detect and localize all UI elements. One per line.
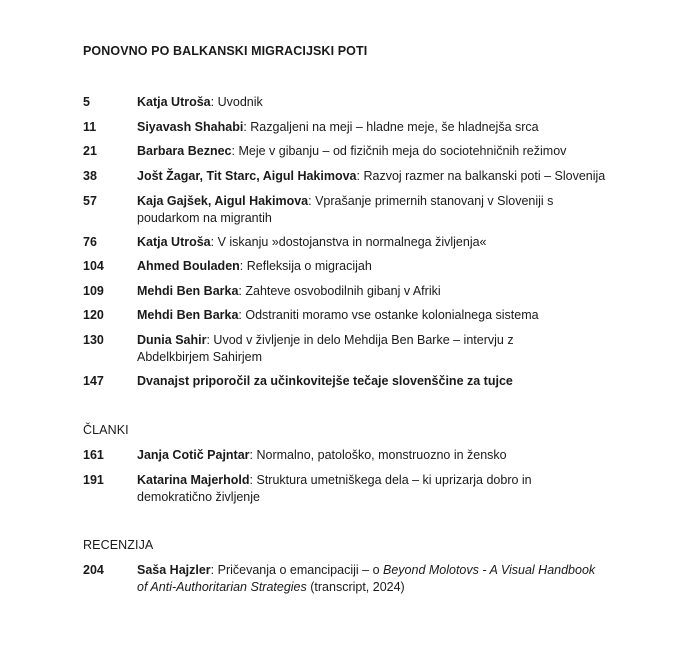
entry-title: Razgaljeni na meji – hladne meje, še hladnejša srca (250, 120, 539, 134)
page-number: 204 (83, 563, 104, 577)
entry-author: Saša Hajzler (137, 563, 211, 577)
entry-text: Jošt Žagar, Tit Starc, Aigul Hakimova: Razvoj razmer na balkanski poti – Slovenija (137, 169, 606, 183)
entry-text: Barbara Beznec: Meje v gibanju – od fizičnih meja do sociotehničnih režimov (137, 144, 567, 158)
entry-author: Katja Utroša (137, 235, 211, 249)
section-title-review: RECENZIJA (83, 538, 154, 552)
page-number: 38 (83, 169, 97, 183)
entry-title: Dvanajst priporočil za učinkovitejše tečaje slovenščine za tujce (137, 374, 513, 388)
entry-title-prefix: Pričevanja o emancipaciji – o (217, 563, 383, 577)
entry-author: Kaja Gajšek, Aigul Hakimova (137, 194, 309, 208)
entry-author: Mehdi Ben Barka (137, 308, 239, 322)
entry-title: Struktura umetniškega dela – ki uprizarja dobro in demokratično življenje (137, 473, 532, 504)
entry-title: Odstraniti moramo vse ostanke kolonialnega sistema (245, 308, 539, 322)
entry-title: Normalno, patološko, monstruozno in žensko (256, 448, 507, 462)
entry-text: Siyavash Shahabi: Razgaljeni na meji – hladne meje, še hladnejša srca (137, 120, 539, 134)
entry-title: Zahteve osvobodilnih gibanj v Afriki (245, 284, 441, 298)
section-title-main: PONOVNO PO BALKANSKI MIGRACIJSKI POTI (83, 44, 368, 58)
page-number: 57 (83, 194, 97, 208)
entry-text: Katja Utroša: Uvodnik (137, 95, 263, 109)
entry-title: V iskanju »dostojanstva in normalnega življenja« (217, 235, 487, 249)
entry-text: Katja Utroša: V iskanju »dostojanstva in normalnega življenja« (137, 235, 487, 249)
entry-title: Uvodnik (217, 95, 263, 109)
entry-author: Ahmed Bouladen (137, 259, 240, 273)
entry-author: Katja Utroša (137, 95, 211, 109)
entry-text: Katarina Majerhold: Struktura umetniškega dela – ki uprizarja dobro in demokratično življenje (137, 473, 532, 504)
entry-text: Ahmed Bouladen: Refleksija o migracijah (137, 259, 372, 273)
section-title-articles: ČLANKI (83, 423, 129, 437)
entry-title: Razvoj razmer na balkanski poti – Slovenija (363, 169, 606, 183)
entry-title: Meje v gibanju – od fizičnih meja do sociotehničnih režimov (238, 144, 567, 158)
page-number: 21 (83, 144, 97, 158)
entry-title-suffix: (transcript, 2024) (306, 580, 405, 594)
entry-text: Janja Cotič Pajntar: Normalno, patološko, monstruozno in žensko (137, 448, 507, 462)
entry-title-italic: Beyond Molotovs - A Visual Handbook of Anti-Authoritarian Strategies (137, 563, 596, 594)
entry-text: Kaja Gajšek, Aigul Hakimova: Vprašanje primernih stanovanj v Sloveniji s poudarkom na migrantih (137, 194, 554, 225)
page-number: 120 (83, 308, 104, 322)
entry-title: Refleksija o migracijah (246, 259, 372, 273)
page-number: 130 (83, 333, 104, 347)
page-number: 11 (83, 120, 97, 134)
entry-text: Mehdi Ben Barka: Odstraniti moramo vse ostanke kolonialnega sistema (137, 308, 539, 322)
entry-text: Dunia Sahir: Uvod v življenje in delo Mehdija Ben Barke – intervju z Abdelkbirjem Sahirjem (137, 333, 514, 364)
page-number: 147 (83, 374, 104, 388)
entry-author: Katarina Majerhold (137, 473, 250, 487)
entry-text: Mehdi Ben Barka: Zahteve osvobodilnih gibanj v Afriki (137, 284, 441, 298)
page-number: 161 (83, 448, 104, 462)
entry-title: Vprašanje primernih stanovanj v Sloveniji s poudarkom na migrantih (137, 194, 554, 225)
entry-text: Saša Hajzler: Pričevanja o emancipaciji – o Beyond Molotovs - A Visual Handbook of Anti-Authoritarian Strategies (transcript, 2024) (137, 563, 596, 594)
page-number: 191 (83, 473, 104, 487)
entry-author: Dunia Sahir (137, 333, 207, 347)
page-number: 5 (83, 95, 90, 109)
page-number: 76 (83, 235, 97, 249)
entry-author: Siyavash Shahabi (137, 120, 244, 134)
page-number: 109 (83, 284, 104, 298)
entry-author: Janja Cotič Pajntar (137, 448, 250, 462)
entry-author: Mehdi Ben Barka (137, 284, 239, 298)
page-number: 104 (83, 259, 104, 273)
entry-title: Uvod v življenje in delo Mehdija Ben Barke – intervju z Abdelkbirjem Sahirjem (137, 333, 514, 364)
entry-author: Barbara Beznec (137, 144, 232, 158)
entry-author: Jošt Žagar, Tit Starc, Aigul Hakimova (137, 169, 357, 183)
